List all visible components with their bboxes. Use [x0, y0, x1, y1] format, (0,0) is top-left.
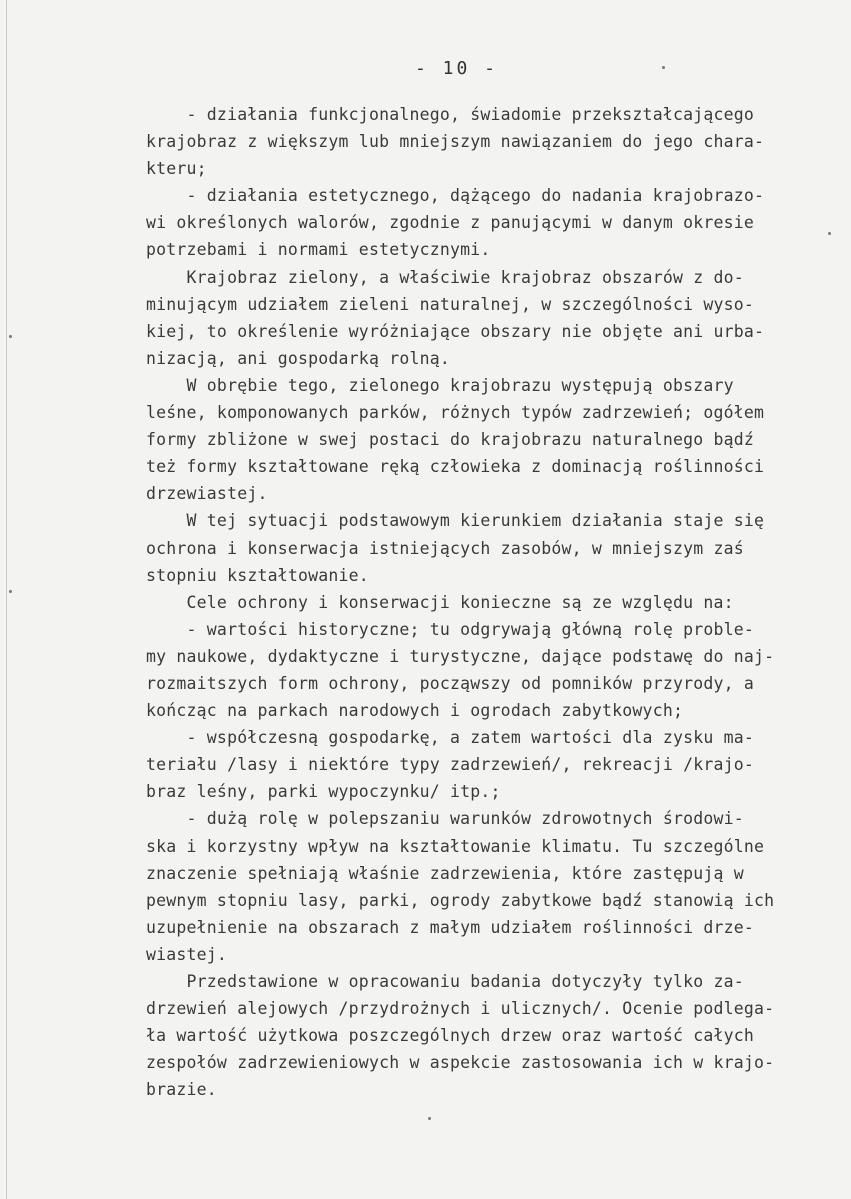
- text-line: braz leśny, parki wypoczynku/ itp.;: [146, 782, 501, 802]
- scan-edge-line: [6, 0, 7, 1199]
- text-line: ochrona i konserwacja istniejących zasobów, w mniejszym zaś: [146, 538, 744, 558]
- text-line: my naukowe, dydaktyczne i turystyczne, dające podstawę do naj-: [146, 646, 775, 666]
- scan-speck: [662, 66, 665, 69]
- text-line: pewnym stopniu lasy, parki, ogrody zabytkowe bądź stanowią ich: [146, 890, 775, 910]
- text-line: - współczesną gospodarkę, a zatem wartości dla zysku ma-: [146, 728, 755, 748]
- text-line: uzupełnienie na obszarach z małym udziałem roślinności drze-: [146, 917, 755, 937]
- text-line: nizacją, ani gospodarką rolną.: [146, 348, 451, 368]
- scan-speck: [9, 335, 12, 338]
- text-line: formy zbliżone w swej postaci do krajobrazu naturalnego bądź: [146, 430, 755, 450]
- text-line: kończąc na parkach narodowych i ogrodach zabytkowych;: [146, 701, 684, 721]
- text-line: - wartości historyczne; tu odgrywają główną rolę proble-: [146, 619, 755, 639]
- text-line: krajobraz z większym lub mniejszym nawiązaniem do jego chara-: [146, 132, 765, 152]
- text-line: wiastej.: [146, 944, 228, 964]
- text-line: minującym udziałem zieleni naturalnej, w szczególności wyso-: [146, 294, 755, 314]
- text-line: - dużą rolę w polepszaniu warunków zdrowotnych środowi-: [146, 809, 744, 829]
- text-line: Przedstawione w opracowaniu badania dotyczyły tylko za-: [146, 972, 744, 991]
- text-line: Krajobraz zielony, a właściwie krajobraz obszarów z do-: [146, 267, 744, 287]
- text-line: Cele ochrony i konserwacji konieczne są ze względu na:: [146, 592, 734, 612]
- text-line: drzewień alejowych /przydrożnych i ulicznych/. Ocenie podlega-: [146, 999, 775, 1019]
- page-number: - 10 -: [415, 58, 499, 79]
- scan-speck: [828, 232, 831, 235]
- text-line: leśne, komponowanych parków, różnych typów zadrzewień; ogółem: [146, 403, 765, 423]
- text-line: zespołów zadrzewieniowych w aspekcie zastosowania ich w krajo-: [146, 1053, 775, 1073]
- text-line: wi określonych walorów, zgodnie z panującymi w danym okresie: [146, 213, 755, 233]
- text-line: też formy kształtowane ręką człowieka z dominacją roślinności: [146, 457, 765, 477]
- scan-speck: [9, 590, 12, 593]
- text-line: kteru;: [146, 159, 207, 179]
- scan-speck: [428, 1117, 431, 1120]
- text-line: stopniu kształtowanie.: [146, 565, 369, 585]
- text-line: kiej, to określenie wyróżniające obszary nie objęte ani urba-: [146, 321, 765, 341]
- text-line: - działania estetycznego, dążącego do nadania krajobrazo-: [146, 186, 765, 206]
- text-line: drzewiastej.: [146, 484, 268, 504]
- body-text: [146, 101, 826, 1103]
- text-line: ła wartość użytkowa poszczególnych drzew oraz wartość całych: [146, 1026, 755, 1046]
- text-line: W tej sytuacji podstawowym kierunkiem działania staje się: [146, 511, 765, 531]
- text-line: brazie.: [146, 1080, 217, 1100]
- text-line: znaczenie spełniają właśnie zadrzewienia, które zastępują w: [146, 863, 744, 883]
- text-line: rozmaitszych form ochrony, począwszy od pomników przyrody, a: [146, 673, 755, 693]
- text-line: - działania funkcjonalnego, świadomie przekształcającego: [146, 105, 755, 124]
- text-line: teriału /lasy i niektóre typy zadrzewień/, rekreacji /krajo-: [146, 755, 755, 775]
- text-line: W obrębie tego, zielonego krajobrazu występują obszary: [146, 375, 734, 395]
- text-line: potrzebami i normami estetycznymi.: [146, 240, 491, 260]
- text-line: ska i korzystny wpływ na kształtowanie klimatu. Tu szczególne: [146, 836, 765, 856]
